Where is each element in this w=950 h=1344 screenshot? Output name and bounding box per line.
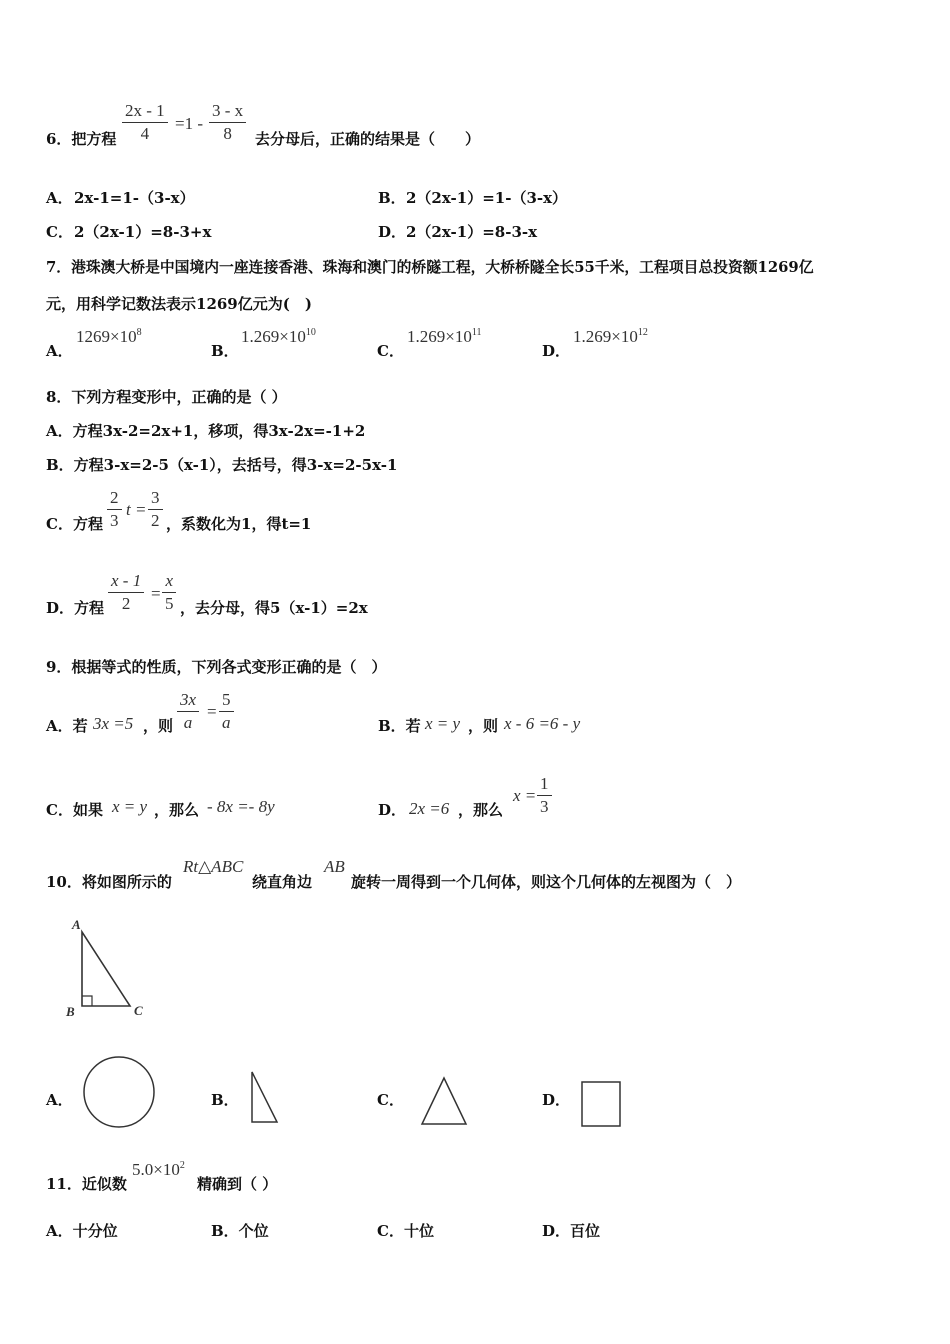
- right-angle-mark: [82, 996, 92, 1006]
- q8-option-d-prefix: D．方程: [46, 599, 105, 617]
- vertex-label-c: C: [134, 1003, 143, 1018]
- q6-option-d: 2（2x-1）=8-3-x: [406, 223, 538, 241]
- q7-line-1: 7．港珠澳大桥是中国境内一座连接香港、珠海和澳门的桥隧工程，大桥桥隧全长55千米，工程项目总投资额1269亿: [46, 259, 814, 276]
- q6-option-a: 2x-1=1-（3-x）: [74, 189, 195, 207]
- q6-equals: =1 -: [175, 114, 203, 133]
- q9-d-expr-1: 2x =6: [409, 799, 450, 818]
- vertex-label-b: B: [66, 1004, 75, 1019]
- q6-suffix: 去分母后，正确的结果是（ ）: [255, 130, 481, 148]
- q9-a-fraction-1: $\frac{3x}{a}$: [177, 689, 199, 734]
- q7-option-c-label: C．: [377, 342, 404, 360]
- q9-c-mid: ，那么: [154, 801, 200, 819]
- q8-stem: 8．下列方程变形中，正确的是（ ）: [46, 388, 287, 406]
- q8-c-fraction-2: $\frac{3}{2}$: [148, 487, 163, 532]
- q9-a-fraction-2: $\frac{5}{a}$: [219, 689, 234, 734]
- q7-option-d: $1.269\times 10^{12}$: [573, 327, 648, 346]
- q9-b-mid: ，则: [468, 717, 499, 735]
- q9-a-expr: 3x =5: [93, 714, 134, 733]
- q6-option-b: 2（2x-1）=1-（3-x）: [406, 189, 568, 207]
- q7-option-c: $1.269\times 10^{11}$: [407, 327, 482, 346]
- q6-prefix: 6．把方程: [46, 130, 117, 148]
- isosceles-triangle-shape-icon: [416, 1072, 474, 1128]
- q8-d-fraction-1: $\frac{x - 1}{2}$: [108, 570, 144, 615]
- q6-f1-numerator: 2x - 1: [122, 100, 168, 123]
- q6-option-c-label: C．: [46, 223, 73, 241]
- q10-mid: 绕直角边: [252, 873, 313, 891]
- q11-option-c: C．十位: [377, 1222, 434, 1240]
- q10-triangle-figure: [60, 912, 160, 1024]
- q9-b-expr-2: x - 6 =6 - y: [504, 714, 581, 733]
- q10-option-a-label: A．: [46, 1091, 73, 1109]
- q9-d-fraction: $\frac{1}{3}$: [537, 773, 552, 818]
- q10-option-b-label: B．: [211, 1091, 239, 1109]
- q6-f2-numerator: 3 - x: [209, 100, 246, 123]
- q7-option-a-label: A．: [46, 342, 73, 360]
- q9-option-b-prefix: B．若: [378, 717, 421, 735]
- q7-option-d-label: D．: [542, 342, 571, 360]
- q6-option-a-label: A．: [46, 189, 73, 207]
- right-triangle-shape-icon: [246, 1066, 286, 1128]
- q8-option-a: A．方程3x-2=2x+1，移项，得3x-2x=-1+2: [46, 422, 366, 440]
- q9-d-mid: ，那么: [458, 801, 504, 819]
- q7-option-b: $1.269\times 10^{10}$: [241, 327, 316, 346]
- q11-option-d: D．百位: [542, 1222, 601, 1240]
- q8-c-fraction-1: $\frac{2}{3}$: [107, 487, 122, 532]
- q9-c-expr-2: - 8x =- 8y: [207, 797, 275, 816]
- q6-f2-denominator: 8: [223, 124, 232, 143]
- q8-d-equals: =: [151, 584, 161, 603]
- q9-c-expr-1: x = y: [112, 797, 148, 816]
- q11-option-b: B．个位: [211, 1222, 269, 1240]
- q11-number: $5.0\times 10^2$: [132, 1160, 185, 1179]
- q11-option-a: A．十分位: [46, 1222, 118, 1240]
- right-triangle: [82, 932, 130, 1006]
- q8-option-c-prefix: C．方程: [46, 515, 103, 533]
- q8-option-d-suffix: ，去分母，得5（x-1）=2x: [180, 599, 368, 617]
- q9-option-d-prefix: D．: [378, 801, 407, 819]
- q9-stem: 9．根据等式的性质，下列各式变形正确的是（ ）: [46, 658, 387, 676]
- q10-prefix: 10．将如图所示的: [46, 873, 172, 891]
- q9-d-x: x =: [513, 786, 537, 805]
- circle-shape-icon: [80, 1054, 160, 1134]
- q7-line-2: 元，用科学记数法表示1269亿元为( ): [46, 295, 312, 313]
- q8-option-b: B．方程3-x=2-5（x-1），去括号，得3-x=2-5x-1: [46, 456, 398, 474]
- q10-rt-abc: Rt△ABC: [183, 857, 244, 876]
- q10-option-d-label: D．: [542, 1091, 571, 1109]
- square-shape-icon: [578, 1078, 626, 1132]
- q8-d-fraction-2: $\frac{x}{5}$: [162, 570, 177, 615]
- q9-option-a-prefix: A．若: [46, 717, 88, 735]
- q8-c-t: t =: [126, 500, 147, 519]
- q6-option-d-label: D．: [378, 223, 407, 241]
- q6-option-c: 2（2x-1）=8-3+x: [74, 223, 212, 241]
- q6-f1-denominator: 4: [140, 124, 150, 143]
- q11-suffix: 精确到（ ）: [197, 1175, 278, 1193]
- q6-option-b-label: B．: [378, 189, 406, 207]
- q11-prefix: 11．近似数: [46, 1175, 127, 1193]
- q7-option-a: $1269\times 10^8$: [76, 327, 142, 346]
- q10-suffix: 旋转一周得到一个几何体，则这个几何体的左视图为（ ）: [351, 873, 742, 891]
- q8-option-c-suffix: ，系数化为1，得t=1: [166, 515, 312, 533]
- q6-fraction-2: [209, 100, 246, 145]
- q10-option-c-label: C．: [377, 1091, 404, 1109]
- vertex-label-a: A: [72, 917, 81, 932]
- q9-a-mid: ，则: [143, 717, 174, 735]
- q7-option-b-label: B．: [211, 342, 239, 360]
- q9-b-expr-1: x = y: [425, 714, 461, 733]
- q9-option-c-prefix: C．如果: [46, 801, 103, 819]
- q9-a-equals: =: [207, 702, 217, 721]
- q10-ab: AB: [324, 857, 345, 876]
- q6-fraction-1: [122, 100, 168, 145]
